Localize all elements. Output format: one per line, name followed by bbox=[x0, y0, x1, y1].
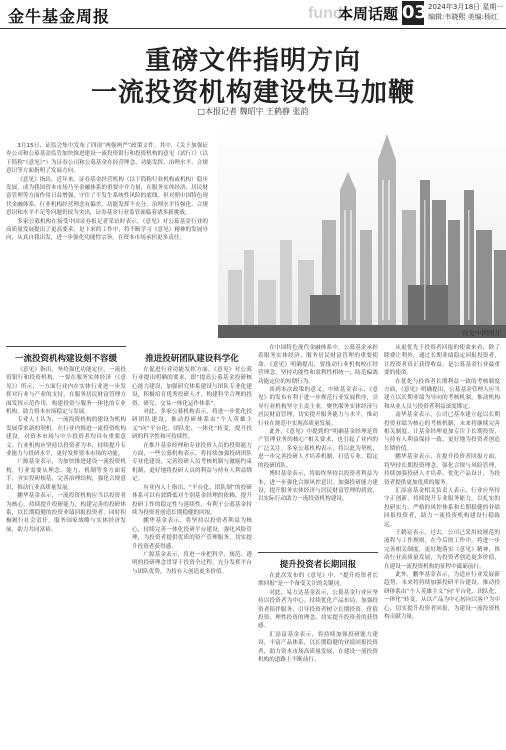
paragraph: 谈到本次政策的意义，中欧基金表示，《意见》的发布有利于进一步规范行业发展秩序，引导行业机构坚守主责主业，聚焦服务实体经济与居民财富管理，切实提升服务能力与水平，推动行业在规范中实现高质量发展。 bbox=[258, 387, 378, 427]
paragraph: 3月15日，证监会集中发布了四项“两强两严”政策文件。其中，《关于加强证券公司和公募基金监管加快推进建设一流投资银行和投资机构的意见（试行）》（以下简称“《意见》”）为证券公司和公募基金在经营理念、功能发挥、治理水平、合规意识等方面指明了发展方向。 bbox=[6, 143, 208, 175]
editor-credits: 编辑:韦晓熙 美编:杨红 bbox=[428, 13, 498, 21]
paragraph: 鹏华基金表示，一流投资机构应当以投资者为核心，持续提升投研能力，构建完善的投研体系，以长期稳健的投资业绩回报投资者，同时积极履行社会责任，服务国家战略与实体经济发展，助力共同富裕。 bbox=[6, 493, 126, 533]
image-caption: 视觉中国图片 bbox=[462, 329, 501, 337]
masthead bbox=[0, 0, 506, 29]
paragraph: 汇添富基金表示，将持续加强投研能力建设，丰富产品体系，以长期稳健的业绩回报投资者，助力资本市场高质量发展，在建设一流投资机构的道路上不断前行。 bbox=[258, 631, 378, 664]
paragraph: 对此，易方达基金表示，公募基金行业应坚持以投资者为中心，持续优化产品布局，加强投资者陪伴服务，引导投资者树立长期投资、价值投资、理性投资的理念，切实提升投资者的获得感。 bbox=[258, 589, 378, 630]
paragraph: 有业内人士指出，“平台化、团队制”的投研体系可以有效降低对个别基金经理的依赖，提升投研工作的稳定性与延续性，有利于公募基金持续为投资者创造长期稳健的回报。 bbox=[132, 484, 252, 516]
third-column-section-body bbox=[258, 572, 378, 746]
paragraph: 广源基金表示，为加快推进建设一流投资机构，行业需要从理念、能力、机制等多方面着手，夯实投研根基，完善治理结构，强化合规意识，推动行业高质量发展。 bbox=[6, 459, 126, 491]
fund-watermark-word: fund bbox=[308, 5, 343, 22]
paragraph: 在中国特色现代金融体系中，公募基金承担着服务实体经济、服务居民财富管理的重要使命。《意见》明确提出，要推动行业机构校正经营理念，坚持功能性和盈利性相统一，防范偏离功能定位的短期行为。 bbox=[258, 345, 378, 385]
section-title: 本周话题 bbox=[338, 5, 399, 23]
paragraph: 广源基金表示，将进一步把科学、规范、透明的投研理念贯穿于投资全过程，充分发挥平台与团队优势，为持有人创造更多价值。 bbox=[132, 551, 252, 575]
paragraph: 此外，《意见》中提到的“明确基金经理是资产管理业务的核心”相关要求，也引起了业内的广泛关注。多家公募机构表示，将以此为契机，进一步完善投研人才培养机制，打造专业、稳定的投研团队。 bbox=[258, 429, 378, 469]
paragraph: 在优化与投资者长期利益一致的考核制度方面，《意见》明确提出，公募基金管理人应当建立以长期业绩为导向的考核机制，推动机构和从业人员与投资者利益深度绑定。 bbox=[384, 378, 500, 410]
city-skyline-photo bbox=[218, 120, 506, 338]
paragraph: 汇添富基金相关负责人表示，行业应坚持守正创新，持续提升专业服务能力，以扎实的投研实力、严格的风控体系和长期稳健的业绩回报投资者，助力一流投资机构建设行稳致远。 bbox=[384, 487, 500, 528]
lead-paragraphs bbox=[6, 142, 208, 340]
column-divider bbox=[258, 552, 378, 553]
paragraph: 博时基金表示，将始终坚持以投资者利益为本，进一步强化合规风控意识，加强投研能力建设，提升服务实体经济与居民财富管理的质效，以实际行动助力一流投资机构建设。 bbox=[258, 471, 378, 503]
third-column-body bbox=[258, 344, 378, 544]
column-divider bbox=[6, 346, 126, 347]
paragraph: 此外，鹏华基金表示，为适应行业发展新趋势，未来将持续加强投研平台建设，推动投研体系由“个人英雄主义”向“平台化、团队化、一体化”转变，从以产品为中心转向以客户为中心，切实提升投资者回报，为建设一流投资机构贡献力量。 bbox=[384, 571, 500, 620]
paragraph: 从更优先于投资者回报的使命来看，除了降费让利外，通过长期业绩稳定回报投资者，让投资者真正获得收益，是公募基金行业最重要的使命。 bbox=[384, 345, 500, 377]
page-number: 03 bbox=[402, 2, 428, 23]
subhead-research-team: 推进投研团队建设科学化 bbox=[145, 354, 239, 364]
headline-line-1: 重磅文件指明方向 bbox=[144, 46, 361, 76]
paragraph: 专业人士认为，一流投资机构的建设为机构发展带来新的契机。在行业内推进一流投资机构建设，对资本市场与中小投资者均具有重要意义。行业机构应坚持以投资者为本，持续提升专业能力与投研水平，更好发挥资本市场的功能。 bbox=[6, 417, 126, 458]
newspaper-name: 金牛基金周报 bbox=[8, 7, 111, 26]
paragraph: 在此次发布的《意见》中，“提升投资者长期回报”是一个备受关注的关键词。 bbox=[258, 573, 378, 588]
subhead-world-class-institutions: 一流投资机构建设刻不容缓 bbox=[14, 354, 117, 364]
byline: □本报记者 魏昭宇 王鹤静 张韵 bbox=[197, 107, 309, 116]
paragraph: 《意见》指出，坚持强化功能定位，一流投资银行和投资机构，一要在服务实体经济（《意见》）所示，一方面行业内在实体行业进一步发挥对行业与产业的支持，在服务居民财富管理方面发挥示范作用，构建投资与服务一体化的专业机构，助力资本市场稳定与发展。 bbox=[6, 367, 126, 416]
fourth-column-body bbox=[384, 344, 500, 746]
paragraph: 南华基金表示，公司已基本建立起以长期投资业绩为核心的考核机制，未来将继续完善相关制度，让基金经理更加专注于长期投资，与持有人利益保持一致，更好地为投资者创造长期价值。 bbox=[384, 412, 500, 452]
paragraph: 《意见》指出，近年来，证券基金经营机构（以下简称行业机构或机构）稳步发展，成为我国资本市场乃至金融体系的重要中介力量，在服务实体经济、居民财富管理等方面作用日益增强，守住了不发生系统性风险的底线。但对照中国特色现代金融体系、行业机构经营理念有偏差、功能发挥不充分、治理水平待强化、合规意识和水平不足等问题仍较为突出，证券基金行业监管面临着诸多新挑战。 bbox=[6, 176, 208, 217]
paragraph: 多家公募机构在接受中国证券报记者采访时表示，《意见》对公募基金行业的高质量发展提出了更高要求，是下来的工作中，将不断学习《意见》精神的发展导向，从真自我出发，进一步强化功能性宗旨，在资本市场承担更多责任。 bbox=[6, 218, 208, 242]
headline-line-2: 一流投资机构建设快马加鞭 bbox=[90, 78, 415, 108]
paragraph: 在促进行业功能发挥方面，《意见》对公募行业提出明确的要求，即“提高公募基金投研核心能力建设，加强研究体系建设与团队专业化建设，积极培育优秀投研人才，构建科学合理的投资、研究、交易一体化运作体系”。 bbox=[132, 367, 252, 407]
publication-date: 2024年3月18日 星期一 bbox=[428, 3, 504, 11]
middle-column-body bbox=[132, 366, 252, 746]
paragraph: 鹏华基金表示，在提升投资者回报方面，将坚持长期投资理念，强化合规与风险管理，持续加强投研人才培养，优化产品设计，为投资者提供更加优质的服务。 bbox=[384, 454, 500, 486]
paragraph: 在推升基金经理和专业投资人员的投资能力方面，一些公募机构表示，将持续加强投研团队专业化建设，完善投研人员考核机制与激励约束机制，更好地将投研人员的利益与持有人利益绑定。 bbox=[132, 442, 252, 483]
paragraph: 鹏华基金表示，将坚持以投资者利益为核心，持续完善一体化投研平台建设，强化风险管理，为投资者提供优质的资产管理服务，切实提升投资者获得感。 bbox=[132, 518, 252, 550]
paragraph: 对此，多家公募机构表示，将进一步优化投研团队建设，推动投研体系由“个人英雄主义”向“平台化、团队化、一体化”转变，提升投研的科学性和可持续性。 bbox=[132, 409, 252, 441]
subhead-investor-returns: 提升投资者长期回报 bbox=[279, 560, 357, 570]
section-1-body bbox=[6, 366, 126, 746]
paragraph: 王鹤宸表示，过去，公司已采用较规范的流程与工作规则，在今后的工作中，将进一步完善相关制度，更好地落实《意见》精神，推动行业高质量发展，为投资者创造更多价值，在建设一流投资机构的征程中砥砺前行。 bbox=[384, 529, 500, 570]
